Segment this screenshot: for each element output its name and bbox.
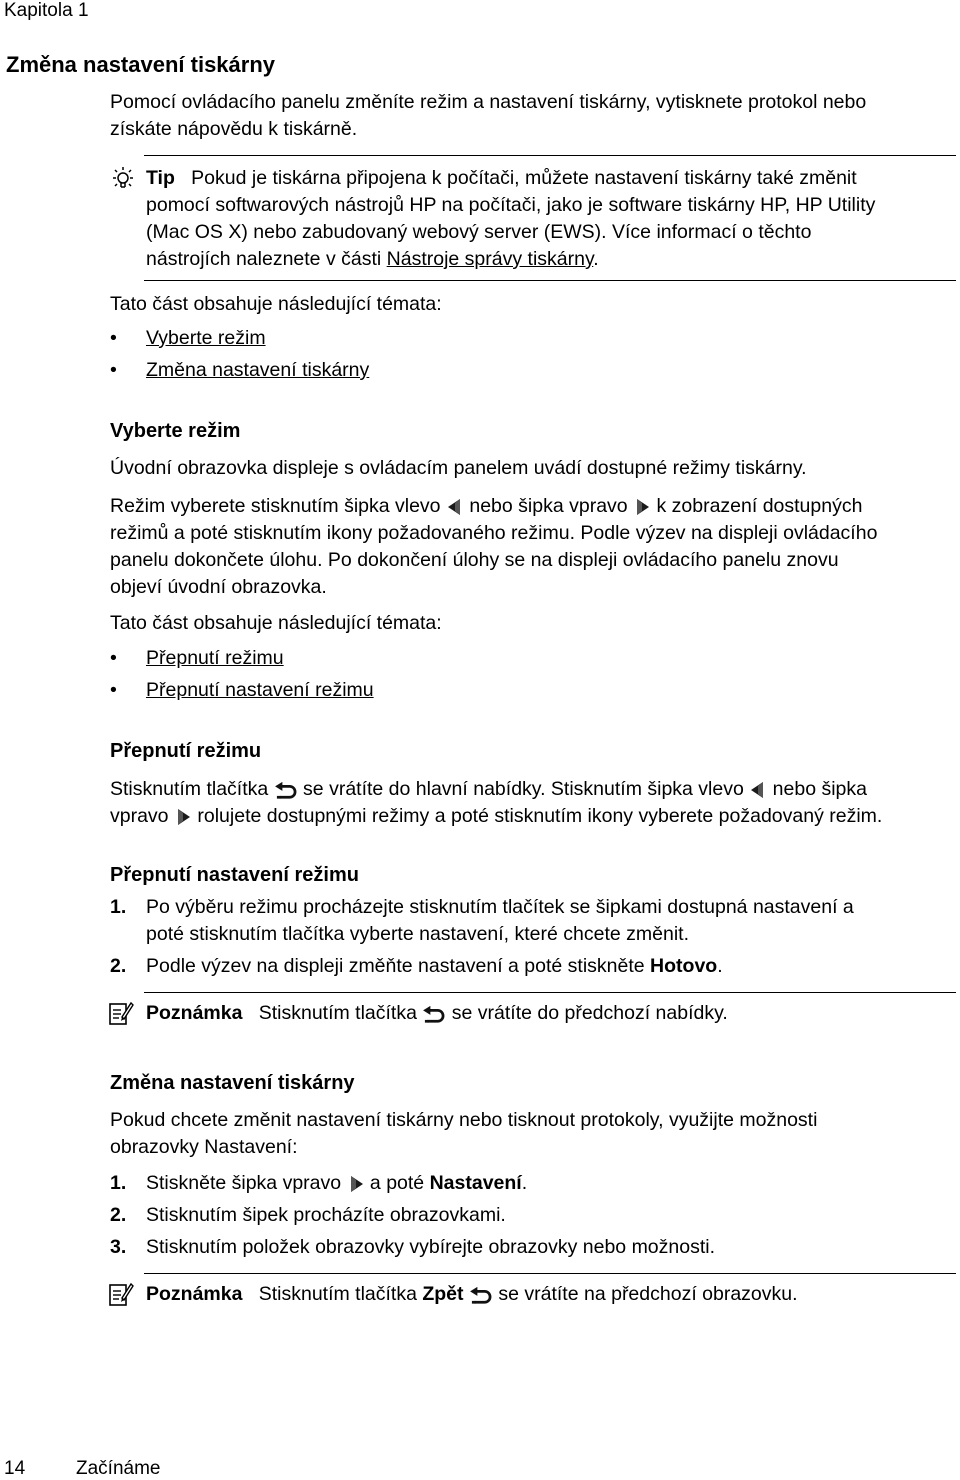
- zpet-label: Zpět: [422, 1283, 464, 1305]
- lightbulb-icon: [110, 166, 136, 192]
- tip-line-3: (Mac OS X) nebo zabudovaný webový server (EWS). Více informací o těchto: [146, 221, 812, 243]
- tip-line-1: [146, 165, 857, 192]
- intro-line-2: získáte nápovědu k tiskárně.: [110, 118, 358, 140]
- step-number: 2.: [110, 1204, 127, 1226]
- bullet-dot: •: [110, 359, 117, 381]
- bullet-dot: •: [110, 647, 117, 669]
- arrow-right-icon: [347, 1175, 365, 1193]
- switch-text-d: vpravo: [110, 805, 174, 827]
- note-top-rule: [144, 1273, 956, 1274]
- printer-paragraph-line-2: obrazovky Nastavení:: [110, 1136, 298, 1158]
- printer-step-1-text-a: Stiskněte šipka vpravo: [146, 1172, 347, 1194]
- settings-step-2: [146, 955, 723, 978]
- link-prepnuti-nastaveni-rezimu[interactable]: Přepnutí nastavení režimu: [146, 679, 374, 701]
- note-text-b: se vrátíte na předchozí obrazovku.: [492, 1283, 798, 1305]
- arrow-right-icon: [174, 808, 192, 826]
- note-label: Poznámka: [146, 1002, 243, 1024]
- page-number: 14: [4, 1458, 26, 1479]
- mode-text-c: k zobrazení dostupných: [651, 495, 863, 517]
- tip-line-2: pomocí softwarových nástrojů HP na počítači, jako je software tiskárny HP, HP Utility: [146, 194, 876, 216]
- arrow-right-icon: [633, 498, 651, 516]
- mode-paragraph-2-line-3: panelu dokončete úlohu. Po dokončení úlohy se na displeji ovládacího panelu znovu: [110, 549, 839, 571]
- printer-step-2: Stisknutím šipek procházíte obrazovkami.: [146, 1204, 506, 1226]
- link-vyberte-rezim[interactable]: Vyberte režim: [146, 327, 266, 349]
- topics-lead-2: Tato část obsahuje následující témata:: [110, 612, 442, 634]
- switch-text-a: Stisknutím tlačítka: [110, 778, 274, 800]
- tip-bottom-rule: [144, 280, 956, 281]
- note-2: [146, 1283, 798, 1306]
- settings-step-1-line-2: poté stisknutím tlačítka vyberte nastavení, které chcete změnit.: [146, 923, 690, 945]
- printer-paragraph-line-1: Pokud chcete změnit nastavení tiskárny nebo tisknout protokoly, využijte možnosti: [110, 1109, 818, 1131]
- page-title: Změna nastavení tiskárny: [6, 52, 276, 77]
- printer-step-1-text-b: a poté: [364, 1172, 430, 1194]
- tip-line-4: [146, 246, 599, 273]
- heading-prepnuti-rezimu: Přepnutí režimu: [110, 740, 262, 762]
- link-zmena-nastaveni[interactable]: Změna nastavení tiskárny: [146, 359, 370, 381]
- mode-paragraph-1: Úvodní obrazovka displeje s ovládacím panelem uvádí dostupné režimy tiskárny.: [110, 457, 807, 479]
- step-number: 1.: [110, 896, 127, 918]
- note-1: [146, 1002, 728, 1025]
- link-prepnuti-rezimu[interactable]: Přepnutí režimu: [146, 647, 284, 669]
- mode-paragraph-2-line-2: režimů a poté stisknutím ikony požadovaného režimu. Podle výzev na displeji ovládacího: [110, 522, 878, 544]
- note-text-b: se vrátíte do předchozí nabídky.: [446, 1002, 728, 1024]
- note-text-a: Stisknutím tlačítka: [258, 1283, 423, 1305]
- heading-zmena-nastaveni: Změna nastavení tiskárny: [110, 1072, 355, 1094]
- back-icon: [422, 1004, 446, 1024]
- switch-line-2: [110, 803, 882, 830]
- settings-step-2-text: Podle výzev na displeji změňte nastavení a poté stiskněte: [146, 955, 651, 977]
- step-number: 2.: [110, 955, 127, 977]
- switch-text-e: rolujete dostupnými režimy a poté stisknutím ikony vyberete požadovaný režim.: [191, 805, 883, 827]
- note-icon: [108, 1281, 134, 1307]
- bullet-dot: •: [110, 679, 117, 701]
- note-label: Poznámka: [146, 1283, 243, 1305]
- running-header: Kapitola 1: [4, 0, 89, 21]
- tip-top-rule: [144, 155, 956, 156]
- intro-line-1: Pomocí ovládacího panelu změníte režim a nastavení tiskárny, vytisknete protokol nebo: [110, 91, 867, 113]
- tip-period: .: [593, 248, 599, 270]
- note-top-rule: [144, 992, 956, 993]
- nastaveni-label: Nastavení: [429, 1172, 522, 1194]
- heading-vyberte-rezim: Vyberte režim: [110, 420, 241, 442]
- hotovo-label: Hotovo: [650, 955, 718, 977]
- printer-step-1: [146, 1172, 527, 1195]
- heading-prepnuti-nastaveni: Přepnutí nastavení režimu: [110, 864, 359, 886]
- printer-step-1-period: .: [521, 1172, 528, 1194]
- switch-line-1: [110, 776, 867, 803]
- topics-lead-1: Tato část obsahuje následující témata:: [110, 293, 442, 315]
- back-icon: [274, 780, 298, 800]
- arrow-left-icon: [446, 498, 464, 516]
- tip-text-1: Pokud je tiskárna připojena k počítači, můžete nastavení tiskárny také změnit: [191, 167, 857, 189]
- tip-text-4: nástrojích naleznete v části: [146, 248, 387, 270]
- back-icon: [469, 1285, 493, 1305]
- mode-paragraph-2-line-4: objeví úvodní obrazovka.: [110, 576, 327, 598]
- arrow-left-icon: [749, 781, 767, 799]
- settings-step-1-line-1: Po výběru režimu procházejte stisknutím tlačítek se šipkami dostupná nastavení a: [146, 896, 854, 918]
- footer-section: Začínáme: [76, 1458, 161, 1479]
- mode-text-a: Režim vyberete stisknutím šipka vlevo: [110, 495, 446, 517]
- note-text-a: Stisknutím tlačítka: [258, 1002, 423, 1024]
- note-icon: [108, 1000, 134, 1026]
- printer-step-3: Stisknutím položek obrazovky vybírejte obrazovky nebo možnosti.: [146, 1236, 716, 1258]
- mode-text-b: nebo šipka vpravo: [463, 495, 634, 517]
- step-number: 1.: [110, 1172, 127, 1194]
- link-nastroje-spravy[interactable]: Nástroje správy tiskárny: [386, 248, 594, 270]
- step-number: 3.: [110, 1236, 127, 1258]
- settings-step-2-period: .: [717, 955, 723, 977]
- switch-text-c: nebo šipka: [767, 778, 867, 800]
- tip-label: Tip: [146, 167, 175, 189]
- mode-paragraph-2-line-1: [110, 493, 862, 520]
- bullet-dot: •: [110, 327, 117, 349]
- switch-text-b: se vrátíte do hlavní nabídky. Stisknutím šipka vlevo: [297, 778, 750, 800]
